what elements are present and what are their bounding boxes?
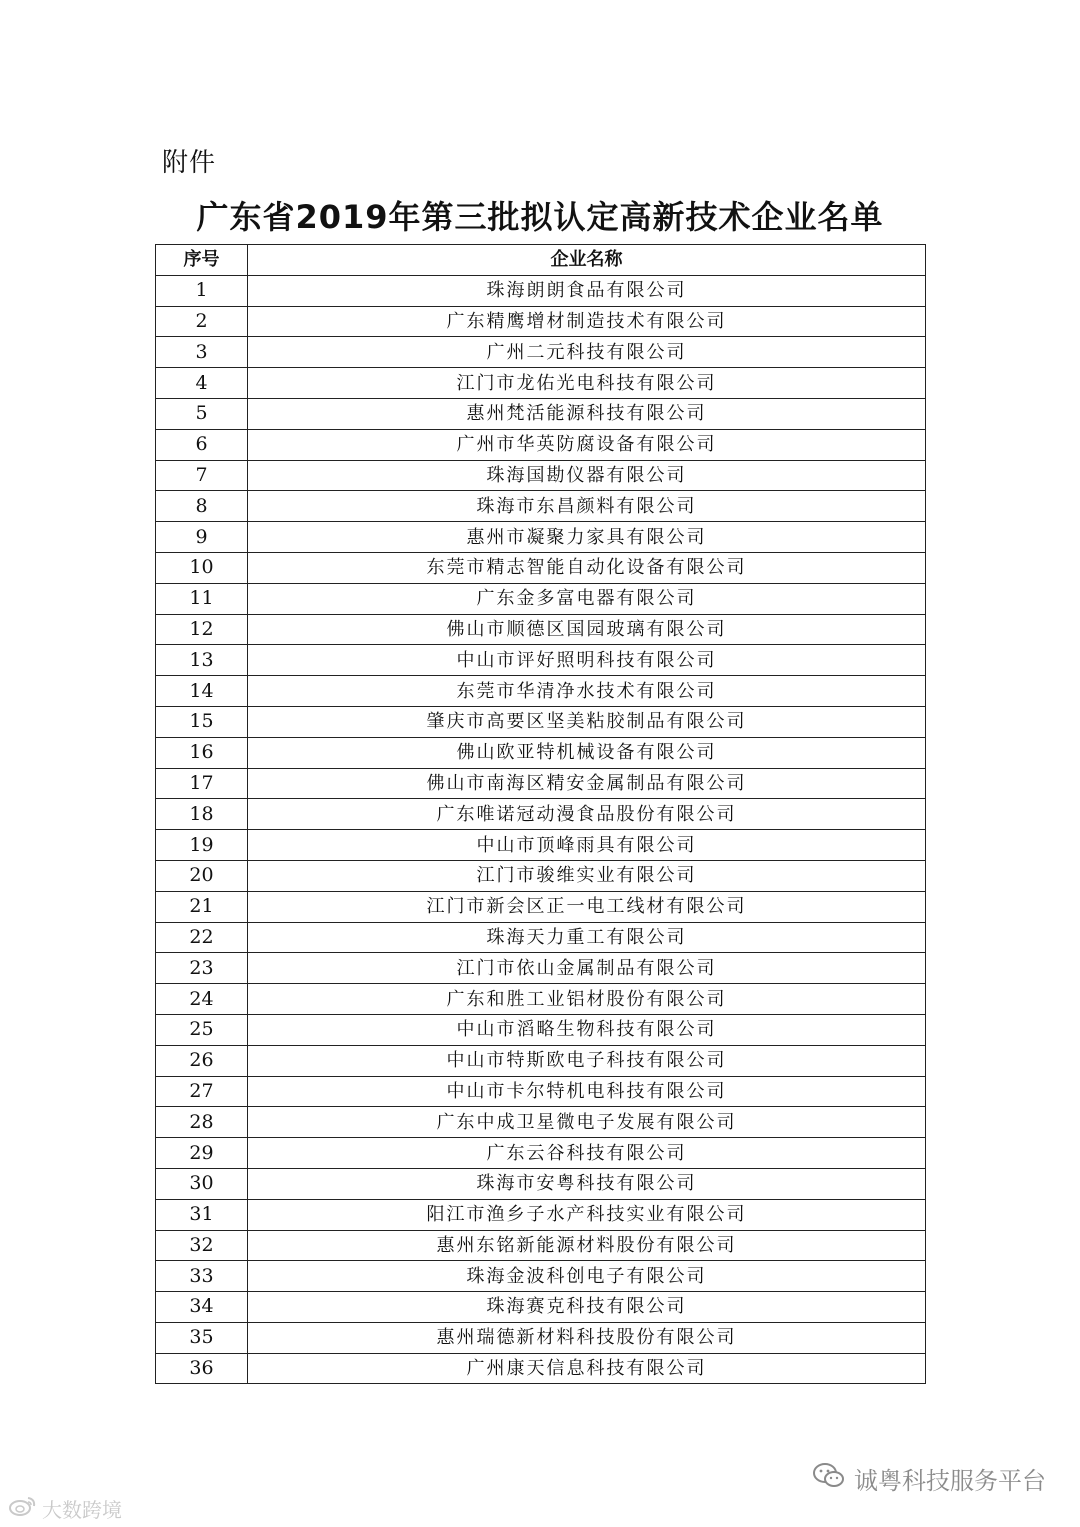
serial-number-cell: 19 [156, 830, 248, 861]
table-body [156, 275, 926, 1384]
serial-number-cell: 17 [156, 768, 248, 799]
table-row [156, 1292, 926, 1323]
serial-number-cell: 11 [156, 583, 248, 614]
table-row [156, 522, 926, 553]
table-row [156, 337, 926, 368]
serial-number-cell: 5 [156, 398, 248, 429]
serial-number-cell: 27 [156, 1076, 248, 1107]
serial-number-cell: 16 [156, 737, 248, 768]
table-row [156, 860, 926, 891]
serial-number-cell: 10 [156, 552, 248, 583]
enterprise-name-cell: 广东精鹰增材制造技术有限公司 [248, 306, 926, 337]
enterprise-name-cell: 中山市特斯欧电子科技有限公司 [248, 1045, 926, 1076]
serial-number-cell: 7 [156, 460, 248, 491]
serial-number-cell: 25 [156, 1014, 248, 1045]
serial-number-cell: 31 [156, 1199, 248, 1230]
table-row [156, 1322, 926, 1353]
enterprise-name-cell: 珠海天力重工有限公司 [248, 922, 926, 953]
table-row [156, 799, 926, 830]
table-row [156, 306, 926, 337]
table-row [156, 1014, 926, 1045]
enterprise-name-cell: 珠海赛克科技有限公司 [248, 1292, 926, 1323]
table-row [156, 1353, 926, 1384]
table-row [156, 460, 926, 491]
wechat-logo-icon [812, 1462, 846, 1496]
serial-number-cell: 22 [156, 922, 248, 953]
table-row [156, 1230, 926, 1261]
table-row [156, 275, 926, 306]
header-enterprise-name: 企业名称 [248, 245, 926, 276]
table-row [156, 1045, 926, 1076]
table-row [156, 1107, 926, 1138]
serial-number-cell: 14 [156, 676, 248, 707]
table-row [156, 429, 926, 460]
serial-number-cell: 30 [156, 1168, 248, 1199]
enterprise-name-cell: 中山市卡尔特机电科技有限公司 [248, 1076, 926, 1107]
serial-number-cell: 26 [156, 1045, 248, 1076]
enterprise-name-cell: 广东和胜工业铝材股份有限公司 [248, 984, 926, 1015]
enterprise-name-cell: 肇庆市高要区坚美粘胶制品有限公司 [248, 706, 926, 737]
table-row [156, 737, 926, 768]
serial-number-cell: 18 [156, 799, 248, 830]
enterprise-name-cell: 惠州梵活能源科技有限公司 [248, 398, 926, 429]
serial-number-cell: 12 [156, 614, 248, 645]
serial-number-cell: 28 [156, 1107, 248, 1138]
table-row [156, 614, 926, 645]
enterprise-name-cell: 广东唯诺冠动漫食品股份有限公司 [248, 799, 926, 830]
table-row [156, 368, 926, 399]
serial-number-cell: 32 [156, 1230, 248, 1261]
enterprise-name-cell: 江门市依山金属制品有限公司 [248, 953, 926, 984]
table-row [156, 984, 926, 1015]
enterprise-name-cell: 珠海朗朗食品有限公司 [248, 275, 926, 306]
table-row [156, 1138, 926, 1169]
enterprise-name-cell: 惠州东铭新能源材料股份有限公司 [248, 1230, 926, 1261]
enterprise-name-cell: 佛山欧亚特机械设备有限公司 [248, 737, 926, 768]
table-row [156, 491, 926, 522]
enterprise-name-cell: 江门市龙佑光电科技有限公司 [248, 368, 926, 399]
serial-number-cell: 2 [156, 306, 248, 337]
table-row [156, 645, 926, 676]
enterprise-name-cell: 广东金多富电器有限公司 [248, 583, 926, 614]
table-row [156, 583, 926, 614]
watermark-left [8, 1494, 122, 1523]
watermark-right-text: 诚粤科技服务平台 [854, 1467, 1046, 1495]
serial-number-cell: 23 [156, 953, 248, 984]
serial-number-cell: 33 [156, 1261, 248, 1292]
serial-number-cell: 9 [156, 522, 248, 553]
enterprise-name-cell: 惠州瑞德新材料科技股份有限公司 [248, 1322, 926, 1353]
enterprise-name-cell: 江门市骏维实业有限公司 [248, 860, 926, 891]
table-row [156, 830, 926, 861]
serial-number-cell: 1 [156, 275, 248, 306]
enterprise-name-cell: 广州康天信息科技有限公司 [248, 1353, 926, 1384]
attachment-label: 附件 [162, 148, 217, 178]
serial-number-cell: 8 [156, 491, 248, 522]
enterprise-name-cell: 广州市华英防腐设备有限公司 [248, 429, 926, 460]
enterprise-name-cell: 广东云谷科技有限公司 [248, 1138, 926, 1169]
enterprise-name-cell: 东莞市精志智能自动化设备有限公司 [248, 552, 926, 583]
document-title: 广东省2019年第三批拟认定高新技术企业名单 [196, 198, 884, 236]
table-row [156, 1076, 926, 1107]
table-row [156, 398, 926, 429]
enterprise-name-cell: 佛山市顺德区国园玻璃有限公司 [248, 614, 926, 645]
serial-number-cell: 20 [156, 860, 248, 891]
enterprise-name-cell: 中山市顶峰雨具有限公司 [248, 830, 926, 861]
table-row [156, 1261, 926, 1292]
table-row [156, 676, 926, 707]
serial-number-cell: 24 [156, 984, 248, 1015]
enterprise-name-cell: 珠海金波科创电子有限公司 [248, 1261, 926, 1292]
enterprise-name-cell: 珠海国勘仪器有限公司 [248, 460, 926, 491]
table-row [156, 768, 926, 799]
enterprise-table [155, 244, 926, 1384]
serial-number-cell: 3 [156, 337, 248, 368]
enterprise-name-cell: 广东中成卫星微电子发展有限公司 [248, 1107, 926, 1138]
table-row [156, 891, 926, 922]
table-row [156, 552, 926, 583]
enterprise-name-cell: 广州二元科技有限公司 [248, 337, 926, 368]
watermark-left-text: 大数跨境 [42, 1498, 122, 1522]
enterprise-name-cell: 阳江市渔乡子水产科技实业有限公司 [248, 1199, 926, 1230]
table-row [156, 706, 926, 737]
table-row [156, 953, 926, 984]
serial-number-cell: 13 [156, 645, 248, 676]
enterprise-name-cell: 惠州市凝聚力家具有限公司 [248, 522, 926, 553]
table-row [156, 1168, 926, 1199]
serial-number-cell: 29 [156, 1138, 248, 1169]
serial-number-cell: 6 [156, 429, 248, 460]
table-row [156, 922, 926, 953]
enterprise-name-cell: 江门市新会区正一电工线材有限公司 [248, 891, 926, 922]
serial-number-cell: 15 [156, 706, 248, 737]
enterprise-name-cell: 东莞市华清净水技术有限公司 [248, 676, 926, 707]
serial-number-cell: 34 [156, 1292, 248, 1323]
table-row [156, 1199, 926, 1230]
enterprise-name-cell: 珠海市东昌颜料有限公司 [248, 491, 926, 522]
enterprise-name-cell: 珠海市安粤科技有限公司 [248, 1168, 926, 1199]
enterprise-name-cell: 中山市滔略生物科技有限公司 [248, 1014, 926, 1045]
serial-number-cell: 36 [156, 1353, 248, 1384]
weibo-logo-icon [8, 1495, 38, 1522]
header-serial-number: 序号 [156, 245, 248, 276]
enterprise-name-cell: 佛山市南海区精安金属制品有限公司 [248, 768, 926, 799]
serial-number-cell: 4 [156, 368, 248, 399]
serial-number-cell: 35 [156, 1322, 248, 1353]
enterprise-name-cell: 中山市评好照明科技有限公司 [248, 645, 926, 676]
serial-number-cell: 21 [156, 891, 248, 922]
watermark-right [812, 1461, 1046, 1496]
table-header-row [156, 245, 926, 276]
